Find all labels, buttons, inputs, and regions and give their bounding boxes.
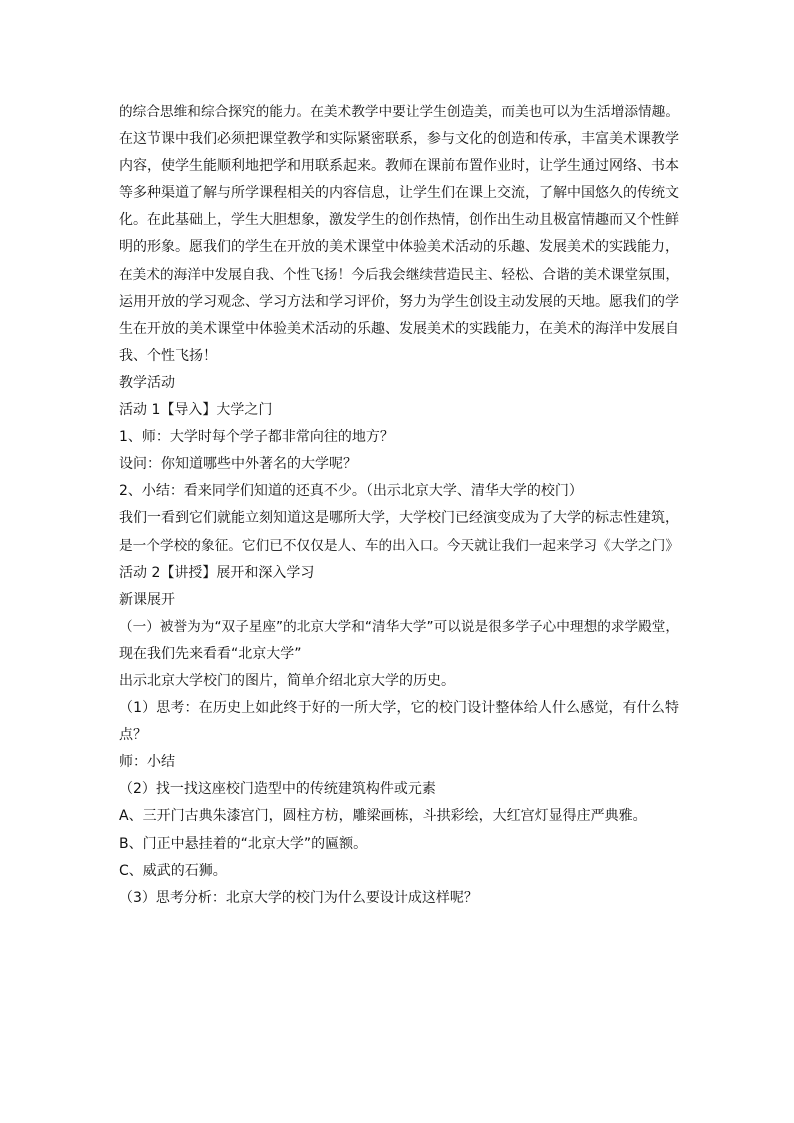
text-line: 现在我们先来看看“北京大学”: [119, 645, 302, 662]
text-line: 的综合思维和综合探究的能力。在美术教学中要让学生创造美，而美也可以为生活增添情趣。: [119, 104, 679, 120]
text-line: 我、个性飞扬！: [119, 347, 217, 364]
text-line: 新课展开: [119, 591, 175, 608]
text-line: 在这节课中我们必须把课堂教学和实际紧密联系，参与文化的创造和传承，丰富美术课教学: [119, 131, 679, 148]
text-line: （2）找一找这座校门造型中的传统建筑构件或元素: [119, 781, 436, 798]
text-line: （3）思考分析：北京大学的校门为什么要设计成这样呢？: [119, 889, 478, 906]
text-line: A、三开门古典朱漆宫门，圆柱方枋，雕梁画栋，斗拱彩绘，大红宫灯显得庄严典雅。: [119, 808, 647, 825]
text-line: 出示北京大学校门的图片，简单介绍北京大学的历史。: [119, 672, 455, 689]
text-line: （1）思考：在历史上如此终于好的一所大学，它的校门设计整体给人什么感觉，有什么特: [119, 700, 679, 717]
text-line: 内容，使学生能顺利地把学和用联系起来。教师在课前布置作业时，让学生通过网络、书本: [119, 158, 679, 175]
text-line: 点？: [119, 727, 147, 744]
text-line: 我们一看到它们就能立刻知道这是哪所大学，大学校门已经演变成为了大学的标志性建筑，: [119, 510, 679, 527]
text-line: 等多种渠道了解与所学课程相关的内容信息，让学生们在课上交流，了解中国悠久的传统文: [119, 185, 679, 202]
text-line: 明的形象。愿我们的学生在开放的美术课堂中体验美术活动的乐趣、发展美术的实践能力，: [119, 239, 679, 256]
text-line: 活动 2【讲授】展开和深入学习: [119, 564, 315, 581]
text-line: 师：小结: [119, 754, 175, 771]
text-line: 在美术的海洋中发展自我、个性飞扬！今后我会继续营造民主、轻松、合谐的美术课堂氛围，: [119, 266, 679, 283]
text-line: 教学活动: [119, 374, 175, 391]
text-line: 化。在此基础上，学生大胆想象，激发学生的创作热情，创作出生动且极富情趣而又个性鲜: [119, 212, 679, 229]
text-line: （一）被誉为为“双子星座”的北京大学和“清华大学”可以说是很多学子心中理想的求学殿堂，: [119, 618, 679, 635]
text-line: 设问：你知道哪些中外著名的大学呢？: [119, 456, 357, 473]
text-line: 1、师：大学时每个学子都非常向往的地方？: [119, 429, 394, 446]
text-line: 活动 1【导入】大学之门: [119, 402, 273, 419]
text-line: 运用开放的学习观念、学习方法和学习评价，努力为学生创设主动发展的天地。愿我们的学: [119, 293, 679, 310]
text-line: C、威武的石狮。: [119, 862, 227, 879]
text-line: 是一个学校的象征。它们已不仅仅是人、车的出入口。今天就让我们一起来学习《大学之门》: [119, 537, 679, 554]
text-line: 生在开放的美术课堂中体验美术活动的乐趣、发展美术的实践能力，在美术的海洋中发展自: [119, 320, 679, 337]
text-line: 2、小结：看来同学们知道的还真不少。（出示北京大学、清华大学的校门）: [119, 483, 583, 500]
text-line: B、门正中悬挂着的“北京大学”的匾额。: [119, 835, 368, 852]
document-body: [119, 99, 679, 912]
